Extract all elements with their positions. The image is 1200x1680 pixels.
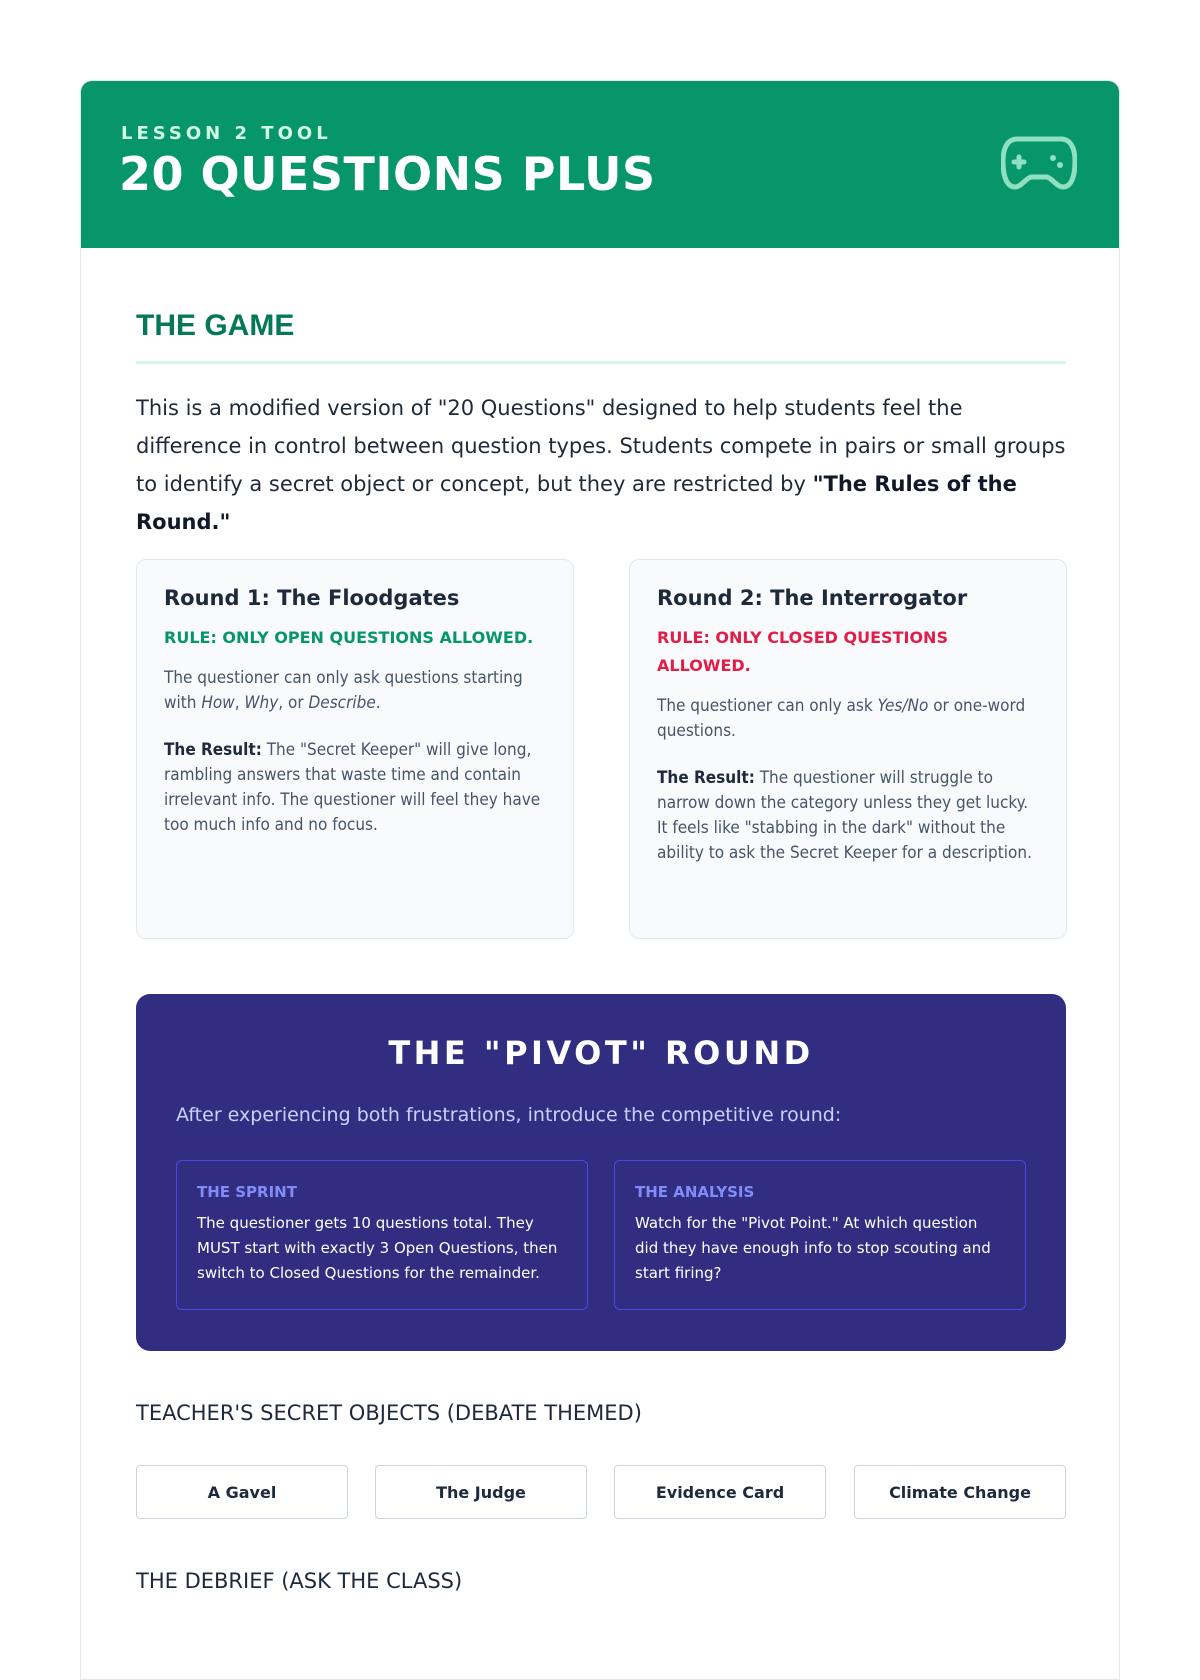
divider — [136, 361, 1066, 364]
lesson-card — [80, 80, 1120, 1680]
secret-object-button[interactable]: A Gavel — [136, 1465, 348, 1519]
desc-keyword: How — [201, 693, 235, 713]
pivot-box-label: THE SPRINT — [197, 1183, 297, 1201]
round-result — [164, 738, 546, 838]
pivot-box-analysis — [614, 1160, 1026, 1310]
round-card-2 — [629, 559, 1067, 939]
header-banner — [81, 81, 1119, 248]
secret-object-button[interactable]: Evidence Card — [614, 1465, 826, 1519]
objects-section-title: TEACHER'S SECRET OBJECTS (DEBATE THEMED) — [136, 1401, 642, 1425]
desc-keyword: Why — [244, 693, 279, 713]
intro-emphasis: "The Rules of the Round." — [136, 472, 1017, 534]
round-rule: RULE: ONLY OPEN QUESTIONS ALLOWED. — [164, 628, 534, 647]
desc-text: , — [234, 693, 245, 713]
round-card-1 — [136, 559, 574, 939]
pivot-box-text: Watch for the "Pivot Point." At which question did they have enough info to stop scouting and start firing? — [635, 1214, 991, 1282]
pivot-round-panel — [136, 994, 1066, 1351]
result-text: The questioner will struggle to narrow down the category unless they get lucky. It feels like "stabbing in the dark" without the ability to ask the Secret Keeper for a description. — [657, 768, 1032, 863]
result-label: The Result: — [164, 740, 262, 760]
pivot-box-text: The questioner gets 10 questions total. They MUST start with exactly 3 Open Questions, then switch to Closed Questions for the remainder. — [197, 1214, 558, 1282]
secret-object-button[interactable]: The Judge — [375, 1465, 587, 1519]
secret-objects-list — [136, 1465, 1066, 1519]
desc-text: The questioner can only ask questions starting with — [164, 668, 523, 713]
page-title: 20 QUESTIONS PLUS — [119, 147, 656, 201]
pivot-title: THE "PIVOT" ROUND — [388, 1034, 814, 1072]
round-description — [657, 694, 1039, 744]
debrief-section-title: THE DEBRIEF (ASK THE CLASS) — [136, 1569, 463, 1593]
round-description — [164, 666, 546, 716]
desc-text: The questioner can only ask — [657, 696, 878, 716]
desc-keyword: Describe — [308, 693, 376, 713]
desc-keyword: Yes/No — [877, 696, 929, 716]
lesson-label: LESSON 2 TOOL — [121, 123, 332, 144]
intro-paragraph — [136, 389, 1071, 541]
round-result — [657, 766, 1039, 866]
round-title: Round 1: The Floodgates — [164, 586, 460, 610]
pivot-box-label: THE ANALYSIS — [635, 1183, 755, 1201]
secret-object-button[interactable]: Climate Change — [854, 1465, 1066, 1519]
pivot-box-sprint — [176, 1160, 588, 1310]
round-rule: RULE: ONLY CLOSED QUESTIONS ALLOWED. — [657, 628, 948, 675]
desc-text: or one-word questions. — [657, 696, 1026, 741]
round-title: Round 2: The Interrogator — [657, 586, 968, 610]
gamepad-icon — [1001, 133, 1077, 193]
result-text: The "Secret Keeper" will give long, rambling answers that waste time and contain irrelevant info. The questioner will feel they have too much info and no focus. — [164, 740, 541, 835]
result-label: The Result: — [657, 768, 755, 788]
desc-text: , or — [278, 693, 309, 713]
intro-text: This is a modified version of "20 Questions" designed to help students feel the difference in control between question types. Students compete in pairs or small groups to identify a secret object or concept, but they are restricted by — [136, 396, 1066, 496]
desc-text: . — [375, 693, 381, 713]
pivot-lead: After experiencing both frustrations, introduce the competitive round: — [176, 1104, 842, 1126]
section-title-game: THE GAME — [136, 309, 295, 342]
